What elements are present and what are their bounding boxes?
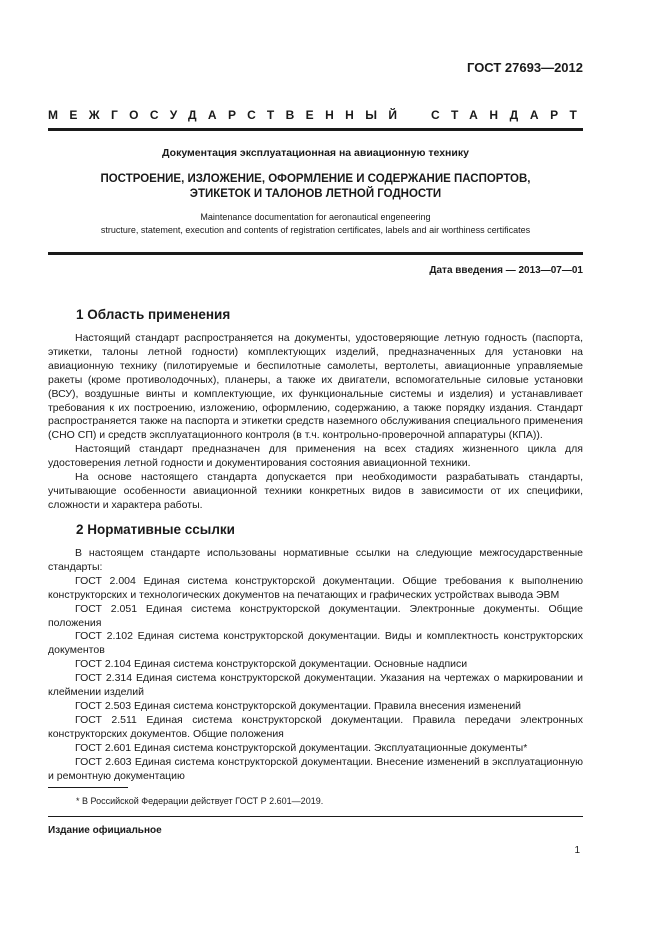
section-1-heading: 1 Область применения — [76, 307, 231, 322]
document-subject: Документация эксплуатационная на авиационную технику — [162, 147, 469, 159]
title-divider — [48, 252, 583, 255]
reference-item: ГОСТ 2.603 Единая система конструкторской документации. Внесение изменений в эксплуатационную и ремонтную документацию — [48, 755, 583, 782]
header-divider — [48, 128, 583, 131]
banner-word-interstate: МЕЖГОСУДАРСТВЕННЫЙ — [48, 108, 409, 122]
reference-item: ГОСТ 2.511 Единая система конструкторской документации. Правила передачи электронных конструкторских документов. Общие положения — [48, 713, 583, 740]
reference-item: ГОСТ 2.601 Единая система конструкторской документации. Эксплуатационные документы* — [75, 741, 528, 754]
reference-item: ГОСТ 2.314 Единая система конструкторской документации. Указания на чертежах о маркировании и клеймении изделий — [48, 672, 583, 699]
paragraph: На основе настоящего стандарта допускается при необходимости разрабатывать стандарты, учитывающие особенности авиационной техники конкретных видов в зависимости от их специфики, сложности и характера работы. — [48, 471, 583, 511]
paragraph: В настоящем стандарте использованы нормативные ссылки на следующие межгосударственные стандарты: — [48, 547, 583, 573]
paragraph: Настоящий стандарт предназначен для применения на всех стадиях жизненного цикла для удостоверения летной годности и документирования состояния авиационной техники. — [48, 443, 583, 470]
reference-item: ГОСТ 2.004 Единая система конструкторской документации. Общие требования к выполнению конструкторских и технологических документов на печатающих и графических устройствах вывода ЭВМ — [48, 574, 583, 601]
english-title-line-2: structure, statement, execution and contents of registration certificates, labels and air worthiness certificates — [100, 225, 531, 235]
reference-item: ГОСТ 2.102 Единая система конструкторской документации. Виды и комплектность конструкторских документов — [48, 630, 583, 657]
footnote: * В Российской Федерации действует ГОСТ Р 2.601—2019. — [76, 796, 324, 806]
footer-divider — [48, 816, 583, 817]
section-2-body — [48, 547, 583, 783]
reference-item: ГОСТ 2.104 Единая система конструкторской документации. Основные надписи — [75, 658, 468, 671]
document-title-line-1: ПОСТРОЕНИЕ, ИЗЛОЖЕНИЕ, ОФОРМЛЕНИЕ И СОДЕРЖАНИЕ ПАСПОРТОВ, — [100, 173, 531, 185]
banner-word-standard: СТАНДАРТ — [431, 108, 589, 122]
english-title — [48, 211, 583, 237]
footnote-separator — [48, 787, 128, 788]
introduction-date: Дата введения — 2013—07—01 — [429, 265, 583, 276]
reference-item: ГОСТ 2.051 Единая система конструкторской документации. Электронные документы. Общие положения — [48, 602, 583, 629]
section-1-body — [48, 332, 583, 513]
interstate-standard-banner — [48, 108, 589, 122]
edition-label: Издание официальное — [48, 825, 162, 836]
reference-item: ГОСТ 2.503 Единая система конструкторской документации. Правила внесения изменений — [75, 699, 521, 712]
document-number: ГОСТ 27693—2012 — [467, 60, 583, 75]
section-2-heading: 2 Нормативные ссылки — [76, 522, 235, 537]
document-title-line-2: ЭТИКЕТОК И ТАЛОНОВ ЛЕТНОЙ ГОДНОСТИ — [189, 188, 442, 200]
document-title — [48, 172, 583, 202]
page-number: 1 — [574, 845, 580, 856]
paragraph: Настоящий стандарт распространяется на документы, удостоверяющие летную годность (паспорта, этикетки, талоны летной годности) комплектующих изделий, предназначенных для установки на авиационную технику (пилотируемые и беспилотные самолеты, вертолеты, авиационные управляемые ракеты (кроме противолодочных), планеры, а также их двигатели, вспомогательные силовые установки (ВСУ), воздушные винты и комплектующие, их функциональные системы и изделия) и устанавливает требования к их построению, изложению, оформлению, содержанию, а также порядку издания. Стандарт распространяется также на паспорта и этикетки средств наземного обслуживания специального применения (СНО СП) и средств эксплуатационного контроля (в т.ч. контрольно-проверочной аппаратуры (КПА)). — [48, 332, 583, 442]
english-title-line-1: Maintenance documentation for aeronautical engeneering — [200, 212, 431, 222]
